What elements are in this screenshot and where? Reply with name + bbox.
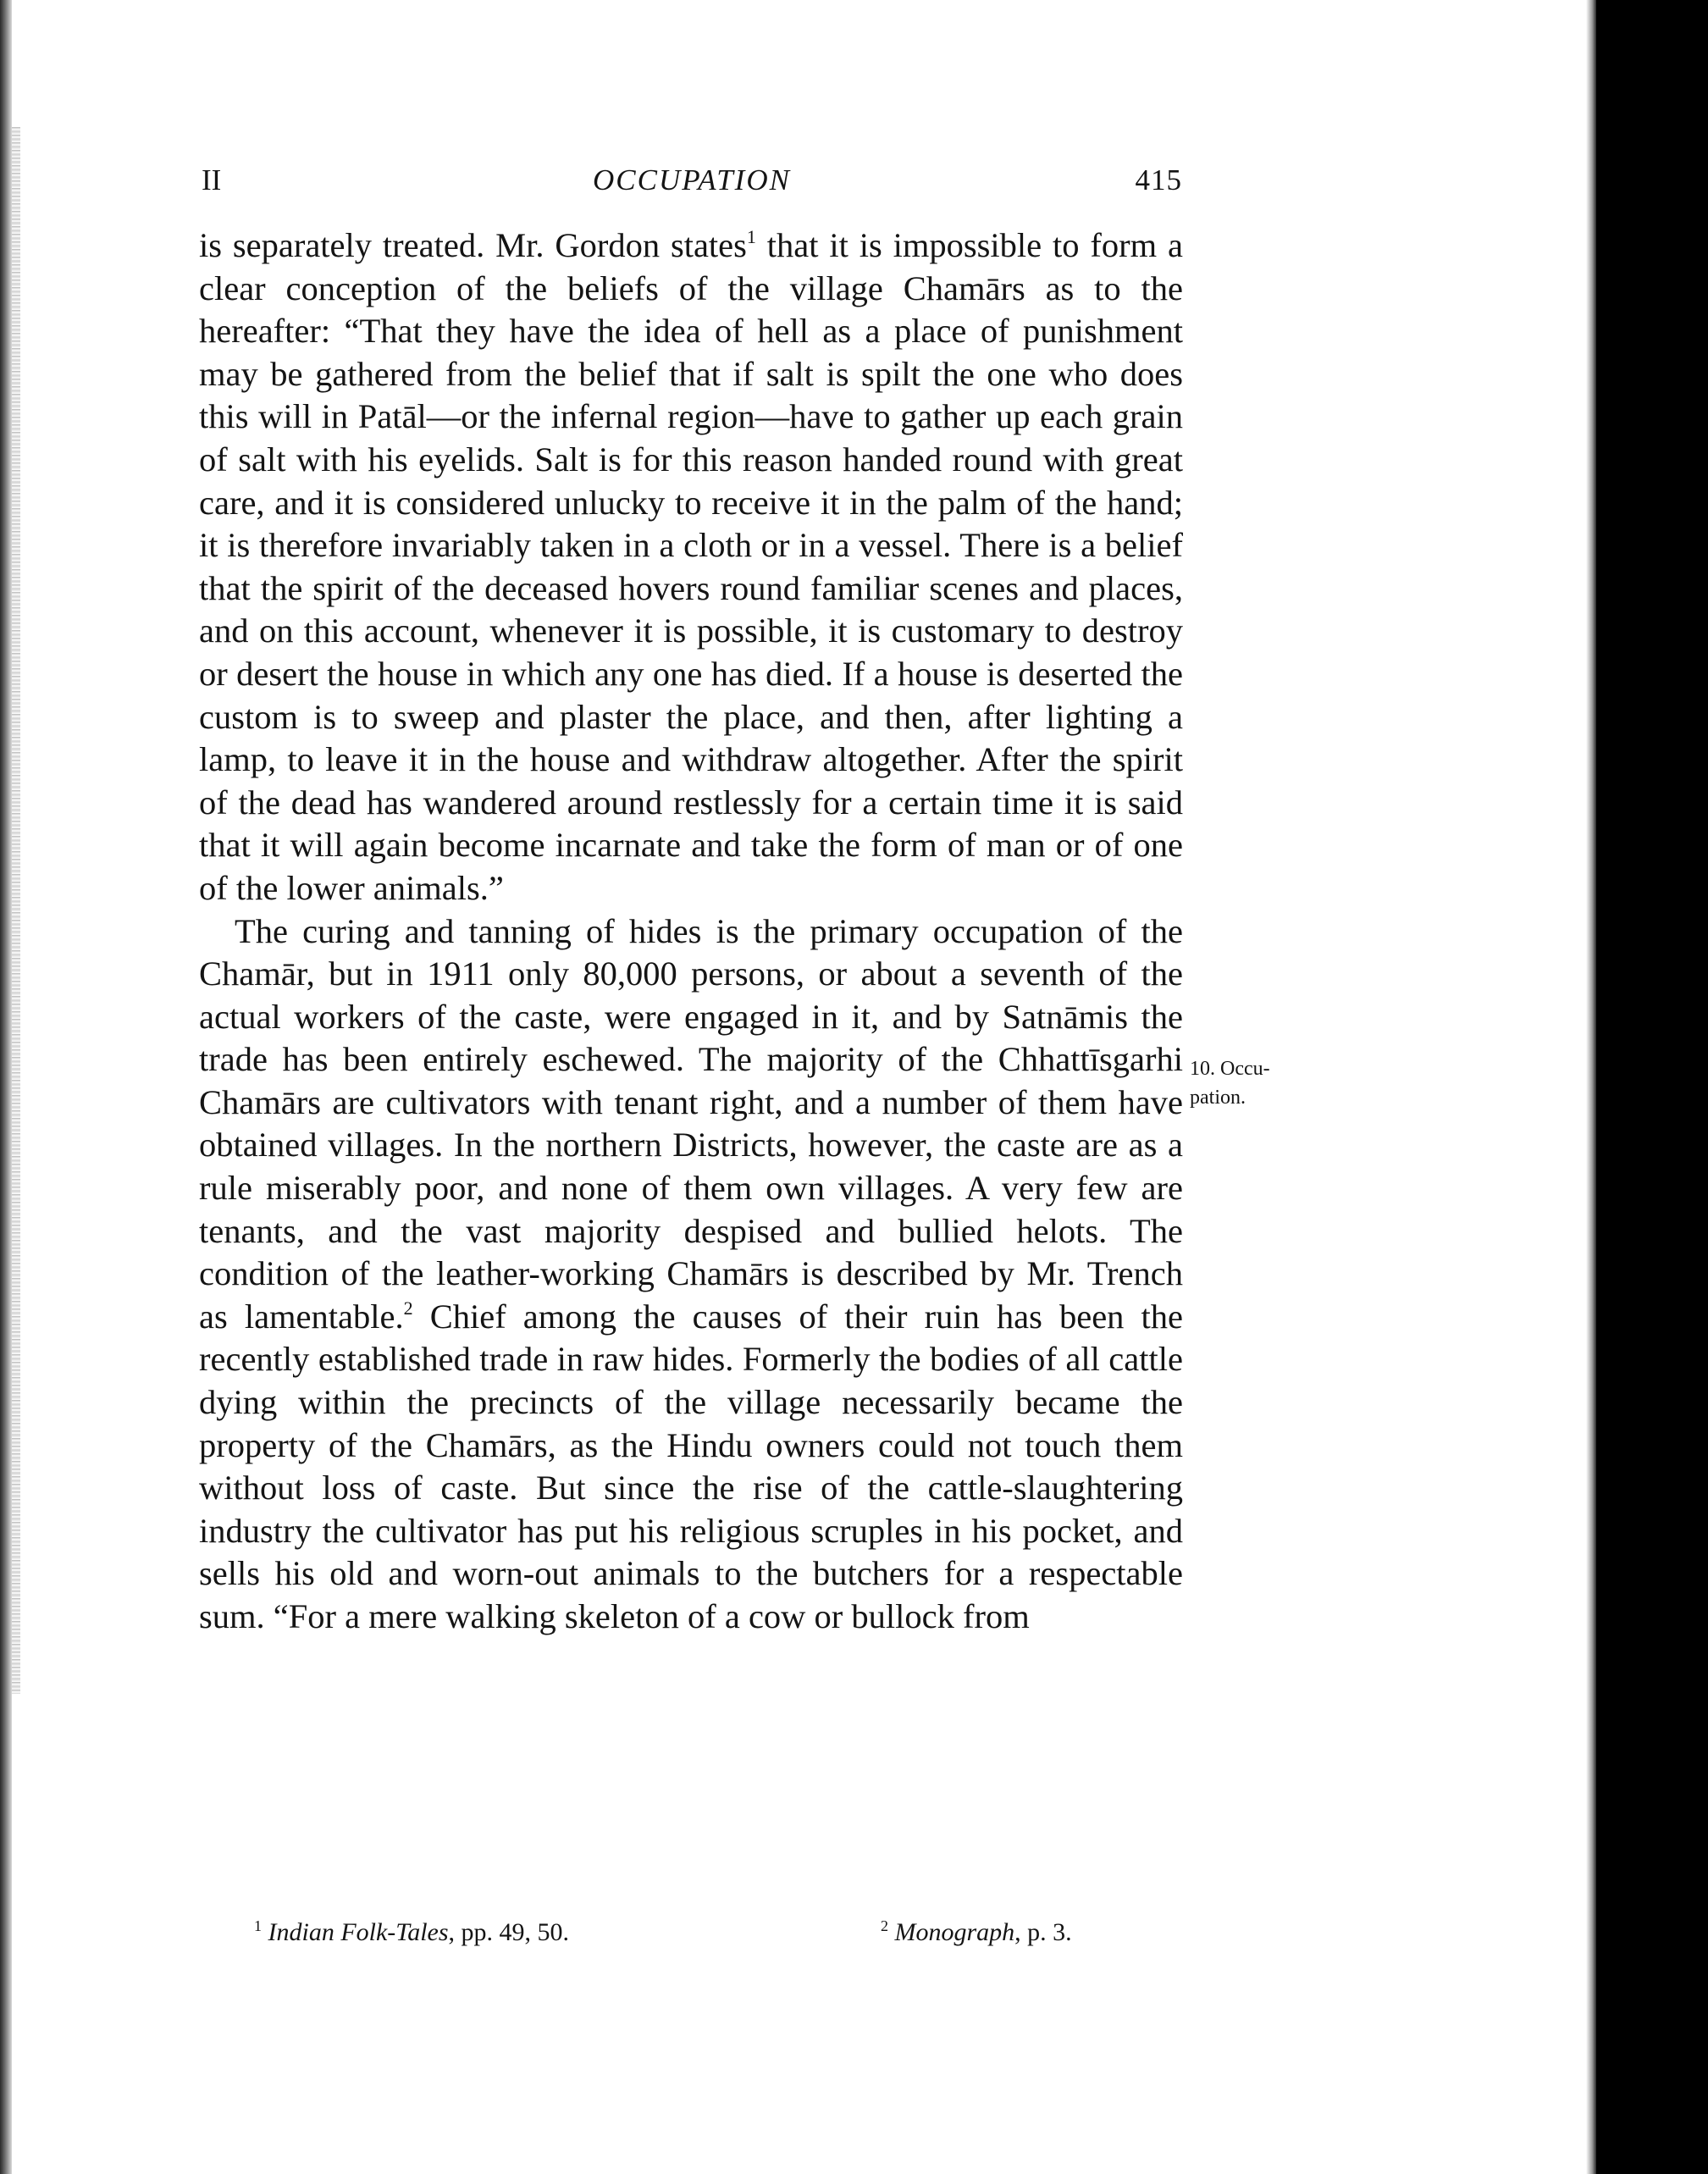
footnote-mark: 1: [254, 1917, 262, 1934]
scan-edge-left-texture: [12, 127, 20, 1694]
footnote-title: Indian Folk-Tales: [268, 1918, 449, 1946]
footnote: [254, 1916, 569, 1950]
footnotes: [254, 1916, 1143, 1950]
footnote-mark: 2: [881, 1917, 888, 1934]
footnote-title: Monograph: [894, 1918, 1015, 1946]
scan-edge-right-shadow: [1586, 0, 1596, 2174]
page-number: 415: [1135, 163, 1182, 196]
footnote-reference: 2: [403, 1297, 413, 1319]
footnote-reference: 1: [746, 226, 756, 247]
margin-note-line: pation.: [1190, 1087, 1246, 1109]
paragraph-text: is separately treated. Mr. Gordon states: [199, 226, 747, 264]
footnote: [881, 1916, 1072, 1950]
paragraph-text: Chief among the causes of their ruin has been the recently established trade in raw hides. Formerly the bodies of all cattle dying within the precincts of the village necessarily became the property of the Chamārs, as the Hindu owners could not touch them without loss of caste. But since the rise of the cattle-slaughtering industry the cultivator has put his religious scruples in his pocket, and sells his old and worn-out animals to the butchers for a respectable sum. “For a mere walking skeleton of a cow or bullock from: [199, 1297, 1183, 1635]
paragraph: [199, 910, 1183, 1639]
paragraph: [199, 224, 1183, 910]
body-text: [199, 224, 1183, 1639]
running-header: [202, 159, 1182, 202]
margin-note: [1190, 1054, 1308, 1112]
paragraph-text: The curing and tanning of hides is the primary occupation of the Chamār, but in 1911 only 80,000 persons, or about a seventh of the actual workers of the caste, were engaged in it, and by Satnāmis the trade has been entirely eschewed. The majority of the Chhattīsgarhi Chamārs are cultivators with tenant right, and a number of them have obtained villages. In the northern Districts, however, the caste are as a rule miserably poor, and none of them own villages. A very few are tenants, and the vast majority despised and bullied helots. The condition of the leather-working Chamārs is described by Mr. Trench as lamentable.: [199, 911, 1183, 1336]
scan-edge-left: [0, 0, 12, 2174]
paragraph-text: that it is impossible to form a clear conception of the beliefs of the village Chamārs as to the hereafter: “That they have the idea of hell as a place of punishment may be gathered from the belief that if salt is spilt the one who does this will in Patāl—or the infernal region—have to gather up each grain of salt with his eyelids. Salt is for this reason handed round with great care, and it is considered unlucky to receive it in the palm of the hand; it is therefore invariably taken in a cloth or in a vessel. There is a belief that the spirit of the deceased hovers round familiar scenes and places, and on this account, whenever it is possible, it is customary to destroy or desert the house in which any one has died. If a house is deserted the custom is to sweep and plaster the place, and then, after lighting a lamp, to leave it in the house and withdraw altogether. After the spirit of the dead has wandered around restlessly for a certain time it is said that it will again become incarnate and take the form of man or of one of the lower animals.”: [199, 226, 1183, 907]
margin-note-line: 10. Occu-: [1190, 1058, 1270, 1080]
scan-edge-right: [1596, 0, 1708, 2174]
chapter-number: II: [202, 163, 222, 196]
footnote-text: , p. 3.: [1014, 1918, 1072, 1946]
footnote-text: , pp. 49, 50.: [448, 1918, 570, 1946]
running-title: OCCUPATION: [593, 163, 791, 196]
